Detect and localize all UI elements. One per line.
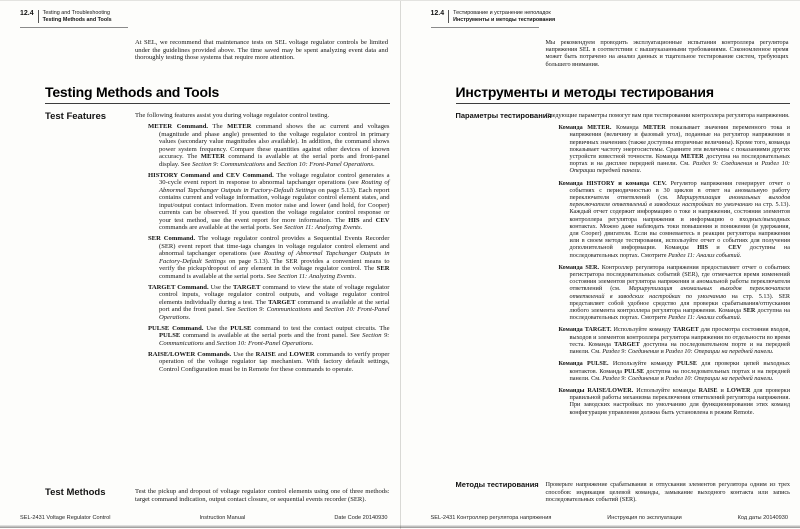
- paragraph-target-command: TARGET Command. Use the TARGET command to view the state of voltage regulator control inputs, voltage regulator control outputs, and voltage regulator control elements individually during a test. The TARGET command is available at the serial port and the front panel. See Section 9: Communications and Section 10: Front-Panel Operations.: [135, 284, 390, 322]
- sidebar-column: [45, 488, 135, 503]
- test-methods-section: [456, 481, 791, 503]
- section-number: 12.4: [431, 10, 445, 18]
- paragraph-raise-lower-commands-ru: Команды RAISE/LOWER. Используйте команды RAISE и LOWER для проверки правильной работы механизма переключения ответвлений регулятора напряжения. При заводских настройках по умолчанию для функционирования этих команд конфигурация управления должна быть установлена в режим Remote.: [546, 387, 791, 416]
- paragraph-meter-command: METER Command. The METER command shows the ac current and voltages (magnitude and phase angle) presented to the voltage regulator control in primary values (secondary value magnitudes also available). In addition, the command shows power system frequency. Compare these quantities against other devices of known accuracy. The METER command is available at the serial ports and front-panel display. See Section 9: Communications and Section 10: Front-Panel Operations.: [135, 123, 390, 168]
- page-content: [45, 112, 390, 503]
- heading-rule: [45, 103, 390, 104]
- page-footer-right: [431, 515, 789, 521]
- header-titles: [453, 10, 555, 23]
- paragraph-ser-command-ru: Команда SER. Контроллер регулятора напряжения предоставляет отчет о событиях регистратора последовательных событий (SER), где отмечается время изменений состояния элементов регулятора напряжения и аномальной работы переключателя ответвлений (см. Маршрутизация аномальных выходов переключателя ответвлений в заводских настройках по умолчанию на стр. 5.13). SER представляет собой удобное средство для проверки срабатывания/отпускания любого элемента контроллера регулятора напряжения. Команда SER доступна на последовательных портах. Смотрите Раздел 11: Анализ событий.: [546, 264, 791, 322]
- footer-date-code: Код даты 20140930: [738, 515, 788, 521]
- footer-document-name: Instruction Manual: [200, 515, 246, 521]
- paragraph-ser-command: SER Command. The voltage regulator control provides a Sequential Events Recorder (SER) event report that time-tags changes in voltage regulator control element and abnormal tapchanger operations (see Routing of Abnormal Tapchanger Outputs in Factory-Default Settings on page 5.13). The SER provides a convenient means to verify the pickup/dropout of any element in the voltage regulator control. The SER command is available at the serial ports. See Section 11: Analyzing Events.: [135, 235, 390, 280]
- test-methods-section: [45, 488, 390, 503]
- intro-paragraph: At SEL, we recommend that maintenance tests on SEL voltage regulator controls be limited under the guidelines provided above. The time saved may be spent analyzing event data and thoroughly testing those systems that require more attention.: [135, 39, 388, 62]
- sidebar-column: [456, 112, 546, 421]
- section-number: 12.4: [20, 10, 34, 18]
- body-column: [546, 481, 791, 503]
- paragraph-history-cev-command: HISTORY Command and CEV Command. The voltage regulator control generates a 30-cycle event report in response to abnormal tapchanger operations (see Routing of Abnormal Tapchanger Outputs in Factory-Default Settings on page 5.13). Each report contains current and voltage information, voltage regulator control element states, and input/output contact information. Even motor raise and lower (and hold, for Cooper) currents can be observed. If you question the voltage regulator control response or your test method, use the event report for more information. The HIS and CEV commands are available at the serial ports. See Section 11: Analyzing Events.: [135, 172, 390, 232]
- sidebar-label-test-parameters: Параметры тестирования: [456, 112, 546, 120]
- page-left: [0, 1, 400, 529]
- header-divider: [448, 10, 449, 23]
- sidebar-label-test-methods: Test Methods: [45, 488, 135, 498]
- test-parameters-section: [456, 112, 791, 421]
- features-intro-paragraph: The following features assist you during voltage regulator control testing.: [135, 112, 390, 120]
- running-header-right: [431, 10, 556, 23]
- header-rule: [431, 27, 539, 28]
- footer-product-name: SEL-2431 Voltage Regulator Control: [20, 515, 111, 521]
- body-column: [135, 488, 390, 503]
- features-intro-paragraph: Следующие параметры помогут вам при тестировании контроллера регулятора напряжения.: [546, 112, 791, 119]
- page-content: [456, 112, 791, 503]
- sidebar-column: [456, 481, 546, 503]
- paragraph-pulse-command-ru: Команда PULSE. Используйте команду PULSE для проверки цепей выходных контактов. Команда PULSE доступна на последовательных портах и на передней панели. См. Раздел 9: Соединения и Раздел 10: Операции на передней панели.: [546, 360, 791, 382]
- header-chapter-title: Testing and Troubleshooting: [43, 10, 112, 16]
- header-topic-title: Инструменты и методы тестирования: [453, 17, 555, 23]
- page-right: [400, 1, 800, 529]
- header-rule: [20, 27, 128, 28]
- paragraph-pulse-command: PULSE Command. Use the PULSE command to test the contact output circuits. The PULSE command is available at the serial ports and the front panel. See Section 9: Communications and Section 10: Front-Panel Operations.: [135, 325, 390, 348]
- header-chapter-title: Тестирование и устранение неполадок: [453, 10, 555, 16]
- footer-date-code: Date Code 20140930: [334, 515, 387, 521]
- running-header-left: [20, 10, 112, 23]
- test-methods-paragraph: Test the pickup and dropout of voltage regulator control elements using one of three methods: target command indication, output contact closure, or sequential events recorder (SER).: [135, 488, 390, 503]
- paragraph-history-cev-command-ru: Команда HISTORY и команда CEV. Регулятор напряжения генерирует отчет о событиях с периодичностью в 30 циклов в ответ на аномальную работу переключателя ответвлений (см. Маршрутизация аномальных выходов переключателя ответвлений в заводских настройках по умолчанию на стр. 5.13). Каждый отчет содержит информацию о токе и напряжении, состояния элементов контроллера регулятора напряжения и информацию о входных/выходных контактах. Можно даже наблюдать токи повышения и понижения (и удержания, для Cooper) двигателя. Если вы сомневаетесь в реакции регулятора напряжения или в своем методе тестирования, используйте отчет о событиях для получения дополнительной информации. Команды HIS и CEV доступны на последовательных портах. Смотрите Раздел 11: Анализ событий.: [546, 180, 791, 259]
- header-topic-title: Testing Methods and Tools: [43, 17, 112, 23]
- intro-paragraph: Мы рекомендуем проводить эксплуатационные испытания контроллера регулятора напряжения SEL в соответствии с вышеуказанными требованиями. Сэкономленное время может быть потрачено на анализ данных и тщательное тестирование систем, требующих большего внимания.: [546, 39, 789, 68]
- test-methods-paragraph: Проверьте напряжение срабатывания и отпускания элементов регулятора одним из трех способов: индикация целевой команды, замыкание выходного контакта или запись последовательных событий (SER).: [546, 481, 791, 503]
- header-divider: [38, 10, 39, 23]
- sidebar-column: [45, 112, 135, 377]
- footer-document-name: Инструкция по эксплуатации: [607, 515, 682, 521]
- paragraph-meter-command-ru: Команда METER. Команда METER показывает значения переменного тока и напряжения (величину и фазовый угол), поданные на регулятор напряжения в первичных значениях (также доступны вторичные величины). Кроме того, команда показывает частоту энергосистемы. Сравните эти величины с показаниями других устройств известной точности. Команда METER доступна на последовательных портах и на дисплее передней панели. См. Раздел 9: Соединения и Раздел 10: Операции передней панели.: [546, 124, 791, 174]
- heading-rule: [456, 103, 791, 104]
- body-column: [135, 112, 390, 377]
- paragraph-target-command-ru: Команда TARGET. Используйте команду TARGET для просмотра состояния входов, выходов и элементов контроллера регулятора напряжения по отдельности во время теста. Команда TARGET доступна на последовательном порте и на передней панели. См. Раздел 9: Соединения и Раздел 10: Операции на передней панели.: [546, 326, 791, 355]
- body-column: [546, 112, 791, 421]
- header-titles: [43, 10, 112, 23]
- section-heading: Testing Methods and Tools: [45, 84, 219, 100]
- footer-product-name: SEL-2431 Контроллер регулятора напряжения: [431, 515, 552, 521]
- sidebar-label-test-features: Test Features: [45, 112, 135, 122]
- test-features-section: [45, 112, 390, 377]
- section-heading: Инструменты и методы тестирования: [456, 84, 714, 100]
- page-footer-left: [20, 515, 388, 521]
- sidebar-label-test-methods: Методы тестирования: [456, 481, 546, 489]
- paragraph-raise-lower-commands: RAISE/LOWER Commands. Use the RAISE and LOWER commands to verify proper operation of the voltage regulator tap mechanism. With factory default settings, Control Configuration must be in Remote for these commands to operate.: [135, 351, 390, 374]
